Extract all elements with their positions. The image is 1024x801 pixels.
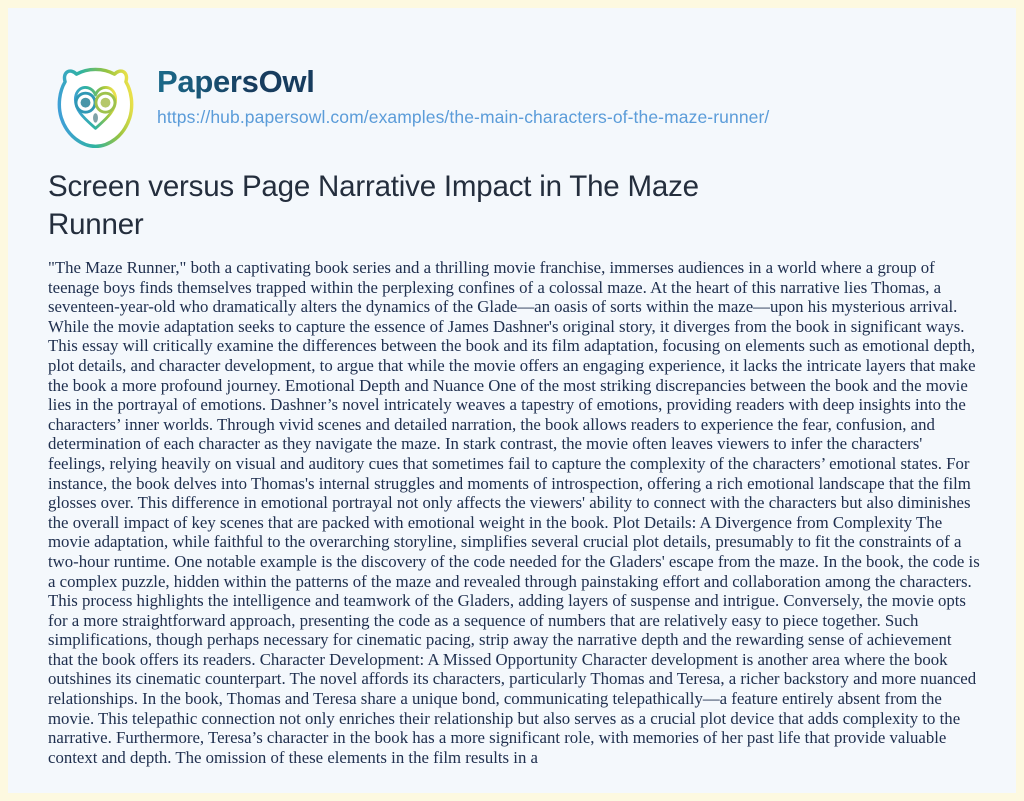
site-header [48,58,769,153]
papersowl-owl-logo-icon [48,58,143,153]
document-page [8,8,1016,793]
brand-block [157,58,769,128]
essay-title: Screen versus Page Narrative Impact in The Maze Runner [48,170,699,241]
essay-body-text: "The Maze Runner," both a captivating book series and a thrilling movie franchise, immerses audiences in a world where a group of teenage boys finds themselves trapped within the perplexing confines of a colossal maze. At the heart of this narrative lies Thomas, a seventeen-year-old who dramatically alters the dynamics of the Glade—an oasis of sorts within the maze—upon his mysterious arrival. While the movie adaptation seeks to capture the essence of James Dashner's original story, it diverges from the book in significant ways. This essay will critically examine the differences between the book and its film adaptation, focusing on elements such as emotional depth, plot details, and character development, to argue that while the movie offers an engaging experience, it lacks the intricate layers that make the book a more profound journey. Emotional Depth and Nuance One of the most striking discrepancies between the book and the movie lies in the portrayal of emotions. Dashner’s novel intricately weaves a tapestry of emotions, providing readers with deep insights into the characters’ inner worlds. Through vivid scenes and detailed narration, the book allows readers to experience the fear, confusion, and determination of each character as they navigate the maze. In stark contrast, the movie often leaves viewers to infer the characters' feelings, relying heavily on visual and auditory cues that sometimes fail to capture the complexity of the characters’ emotional states. For instance, the book delves into Thomas's internal struggles and moments of introspection, offering a rich emotional landscape that the film glosses over. This difference in emotional portrayal not only affects the viewers' ability to connect with the characters but also diminishes the overall impact of key scenes that are packed with emotional weight in the book. Plot Details: A Divergence from Complexity The movie adaptation, while faithful to the overarching storyline, simplifies several crucial plot details, presumably to fit the constraints of a two-hour runtime. One notable example is the discovery of the code needed for the Gladers' escape from the maze. In the book, the code is a complex puzzle, hidden within the patterns of the maze and revealed through painstaking effort and collaboration among the characters. This process highlights the intelligence and teamwork of the Gladers, adding layers of suspense and intrigue. Conversely, the movie opts for a more straightforward approach, presenting the code as a sequence of numbers that are relatively easy to piece together. Such simplifications, though perhaps necessary for cinematic pacing, strip away the narrative depth and the rewarding sense of achievement that the book offers its readers. Character Development: A Missed Opportunity Character development is another area where the book outshines its cinematic counterpart. The novel affords its characters, particularly Thomas and Teresa, a richer backstory and more nuanced relationships. In the book, Thomas and Teresa share a unique bond, communicating telepathically—a feature entirely absent from the movie. This telepathic connection not only enriches their relationship but also serves as a crucial plot device that adds complexity to the narrative. Furthermore, Teresa’s character in the book has a more significant role, with memories of her past life that provide valuable context and depth. The omission of these elements in the film results in a [48,258,980,767]
source-url-link[interactable]: https://hub.papersowl.com/examples/the-main-characters-of-the-maze-runner/ [157,107,770,127]
brand-wordmark: PapersOwl [157,64,315,99]
